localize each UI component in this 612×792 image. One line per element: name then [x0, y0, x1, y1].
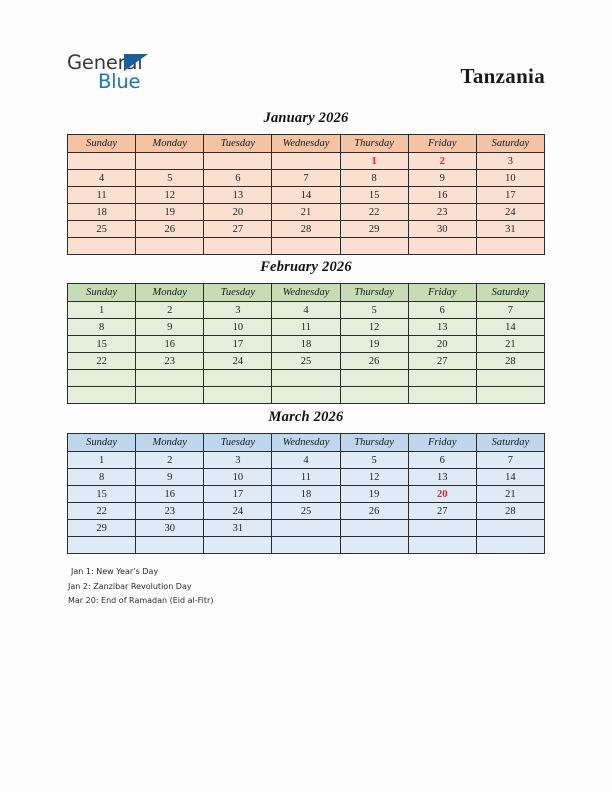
month-title: February 2026 — [260, 259, 352, 275]
calendar-day[interactable]: 30 — [408, 221, 476, 238]
calendar-day[interactable]: 10 — [204, 319, 272, 336]
weekday-header-thursday: Thursday — [340, 434, 408, 452]
calendar-day-empty — [476, 387, 544, 404]
calendar-day-empty — [68, 238, 136, 255]
calendar-day[interactable]: 22 — [68, 353, 136, 370]
weekday-header-monday: Monday — [136, 284, 204, 302]
weekday-header-friday: Friday — [408, 284, 476, 302]
calendar-day[interactable]: 17 — [204, 486, 272, 503]
calendar-day-empty — [204, 238, 272, 255]
calendar-day[interactable]: 24 — [204, 503, 272, 520]
calendar-day[interactable]: 25 — [68, 221, 136, 238]
calendar-day-empty — [272, 387, 340, 404]
calendar-day[interactable]: 27 — [204, 221, 272, 238]
weekday-header-sunday: Sunday — [68, 434, 136, 452]
month-title: January 2026 — [263, 110, 349, 126]
calendar-table — [67, 433, 545, 554]
calendar-day[interactable]: 27 — [408, 503, 476, 520]
calendar-day[interactable]: 14 — [476, 469, 544, 486]
calendar-day[interactable]: 24 — [204, 353, 272, 370]
calendar-day[interactable]: 17 — [204, 336, 272, 353]
calendar-day-empty — [340, 520, 408, 537]
calendar-day[interactable]: 8 — [68, 469, 136, 486]
calendar-day[interactable]: 31 — [476, 221, 544, 238]
calendar-day-empty — [340, 370, 408, 387]
calendar-week-row — [68, 469, 545, 486]
calendar-day[interactable]: 12 — [136, 187, 204, 204]
calendar-day-empty — [408, 370, 476, 387]
calendar-day[interactable]: 16 — [408, 187, 476, 204]
weekday-header-saturday: Saturday — [476, 434, 544, 452]
weekday-header-monday: Monday — [136, 434, 204, 452]
calendar-day-empty — [136, 153, 204, 170]
calendar-day[interactable]: 10 — [476, 170, 544, 187]
page-header — [0, 0, 612, 110]
calendar-week-row — [68, 302, 545, 319]
calendar-day[interactable]: 23 — [136, 353, 204, 370]
calendar-day[interactable]: 7 — [272, 170, 340, 187]
calendar-day[interactable]: 28 — [476, 353, 544, 370]
weekday-header-sunday: Sunday — [68, 284, 136, 302]
calendar-day[interactable]: 14 — [476, 319, 544, 336]
weekday-header-friday: Friday — [408, 135, 476, 153]
calendar-day-empty — [476, 370, 544, 387]
calendar-day[interactable]: 15 — [68, 486, 136, 503]
calendar-day[interactable]: 15 — [340, 187, 408, 204]
calendar-day[interactable]: 21 — [272, 204, 340, 221]
calendar-day-empty — [272, 537, 340, 554]
calendar-week-row — [68, 153, 545, 170]
calendar-day-empty — [204, 370, 272, 387]
calendar-day[interactable]: 6 — [408, 302, 476, 319]
logo-text-blue: Blue — [98, 70, 141, 93]
calendar-day[interactable]: 28 — [272, 221, 340, 238]
calendar-day[interactable]: 19 — [340, 336, 408, 353]
calendar-day[interactable]: 6 — [204, 170, 272, 187]
calendar-week-row — [68, 503, 545, 520]
calendar-week-row — [68, 170, 545, 187]
calendar-day[interactable]: 7 — [476, 302, 544, 319]
calendar-day[interactable]: 16 — [136, 486, 204, 503]
weekday-header-saturday: Saturday — [476, 135, 544, 153]
weekday-header-tuesday: Tuesday — [204, 284, 272, 302]
page-title: Tanzania — [460, 64, 545, 88]
calendar-table — [67, 134, 545, 255]
calendar-day[interactable]: 5 — [136, 170, 204, 187]
calendar-day[interactable]: 11 — [272, 469, 340, 486]
calendar-day[interactable]: 26 — [340, 353, 408, 370]
general-blue-logo — [67, 52, 237, 100]
calendar-day-empty — [204, 537, 272, 554]
calendar-day-empty — [340, 387, 408, 404]
calendar-day[interactable]: 20 — [408, 336, 476, 353]
calendar-week-row — [68, 238, 545, 255]
calendar-day[interactable]: 3 — [476, 153, 544, 170]
triangle-right-icon — [124, 54, 148, 71]
month-title: March 2026 — [268, 409, 344, 425]
weekday-header-row — [68, 434, 545, 452]
calendar-day[interactable]: 29 — [68, 520, 136, 537]
weekday-header-tuesday: Tuesday — [204, 135, 272, 153]
calendar-day[interactable]: 4 — [68, 170, 136, 187]
calendar-day-empty — [340, 537, 408, 554]
calendar-day-empty — [204, 153, 272, 170]
calendar-day[interactable]: 19 — [340, 486, 408, 503]
calendar-day[interactable]: 31 — [204, 520, 272, 537]
calendar-day-empty — [136, 370, 204, 387]
calendar-day[interactable]: 4 — [272, 302, 340, 319]
legend-item: Mar 20: End of Ramadan (Eid al-Fitr) — [68, 596, 214, 605]
weekday-header-wednesday: Wednesday — [272, 135, 340, 153]
calendar-day[interactable]: 5 — [340, 452, 408, 469]
calendar-week-row — [68, 452, 545, 469]
calendar-week-row — [68, 204, 545, 221]
calendar-day-empty — [408, 238, 476, 255]
calendar-day[interactable]: 28 — [476, 503, 544, 520]
calendar-day-empty — [204, 387, 272, 404]
calendar-day-empty — [68, 387, 136, 404]
calendar-day-empty — [68, 370, 136, 387]
calendar-day-empty — [136, 387, 204, 404]
calendar-week-row — [68, 221, 545, 238]
calendar-day-empty — [272, 520, 340, 537]
calendar-day[interactable]: 1 — [68, 452, 136, 469]
calendar-day-empty — [272, 238, 340, 255]
month-section-january — [67, 110, 545, 255]
calendar-week-row — [68, 486, 545, 503]
calendar-table — [67, 283, 545, 404]
calendar-day[interactable]: 20 — [204, 204, 272, 221]
calendar-day[interactable]: 11 — [272, 319, 340, 336]
calendar-day[interactable]: 12 — [340, 319, 408, 336]
calendar-day[interactable]: 29 — [340, 221, 408, 238]
calendar-day[interactable]: 1 — [68, 302, 136, 319]
calendar-week-row — [68, 187, 545, 204]
calendar-day[interactable]: 8 — [340, 170, 408, 187]
calendar-day[interactable]: 27 — [408, 353, 476, 370]
calendar-day[interactable]: 22 — [68, 503, 136, 520]
month-section-march — [67, 409, 545, 554]
calendar-day[interactable]: 23 — [408, 204, 476, 221]
calendar-day[interactable]: 25 — [272, 503, 340, 520]
calendar-day[interactable]: 21 — [476, 486, 544, 503]
calendar-week-row — [68, 370, 545, 387]
calendar-day-holiday[interactable]: 1 — [340, 153, 408, 170]
calendar-day[interactable]: 21 — [476, 336, 544, 353]
calendar-week-row — [68, 520, 545, 537]
calendar-day[interactable]: 30 — [136, 520, 204, 537]
month-section-february — [67, 259, 545, 404]
calendar-week-row — [68, 319, 545, 336]
legend-item: Jan 2: Zanzibar Revolution Day — [68, 581, 192, 591]
calendar-day[interactable]: 12 — [340, 469, 408, 486]
holiday-legend — [68, 565, 488, 609]
calendar-day-empty — [408, 537, 476, 554]
calendar-day[interactable]: 23 — [136, 503, 204, 520]
weekday-header-saturday: Saturday — [476, 284, 544, 302]
calendar-day[interactable]: 5 — [340, 302, 408, 319]
calendar-week-row — [68, 336, 545, 353]
calendar-week-row — [68, 537, 545, 554]
calendar-day[interactable]: 18 — [272, 336, 340, 353]
calendar-day[interactable]: 10 — [204, 469, 272, 486]
calendar-body — [68, 452, 545, 554]
weekday-header-wednesday: Wednesday — [272, 284, 340, 302]
calendar-day-empty — [476, 238, 544, 255]
calendar-day[interactable]: 19 — [136, 204, 204, 221]
weekday-header-sunday: Sunday — [68, 135, 136, 153]
calendar-day-empty — [68, 537, 136, 554]
calendar-week-row — [68, 387, 545, 404]
calendar-day[interactable]: 14 — [272, 187, 340, 204]
weekday-header-row — [68, 135, 545, 153]
calendar-day[interactable]: 18 — [272, 486, 340, 503]
calendar-day[interactable]: 16 — [136, 336, 204, 353]
calendar-day-empty — [476, 520, 544, 537]
calendar-day[interactable]: 26 — [340, 503, 408, 520]
calendar-day-empty — [136, 537, 204, 554]
calendar-day-empty — [408, 520, 476, 537]
calendar-day[interactable]: 2 — [136, 452, 204, 469]
weekday-header-tuesday: Tuesday — [204, 434, 272, 452]
weekday-header-monday: Monday — [136, 135, 204, 153]
calendar-day[interactable]: 26 — [136, 221, 204, 238]
calendar-day[interactable]: 3 — [204, 302, 272, 319]
calendar-day-empty — [68, 153, 136, 170]
calendar-day-holiday[interactable]: 2 — [408, 153, 476, 170]
calendar-day[interactable]: 22 — [340, 204, 408, 221]
weekday-header-thursday: Thursday — [340, 284, 408, 302]
calendar-day[interactable]: 18 — [68, 204, 136, 221]
calendar-day[interactable]: 9 — [408, 170, 476, 187]
calendar-day[interactable]: 7 — [476, 452, 544, 469]
weekday-header-thursday: Thursday — [340, 135, 408, 153]
calendar-day[interactable]: 13 — [408, 469, 476, 486]
calendar-day[interactable]: 9 — [136, 319, 204, 336]
weekday-header-row — [68, 284, 545, 302]
calendar-day[interactable]: 15 — [68, 336, 136, 353]
calendar-week-row — [68, 353, 545, 370]
calendar-day-empty — [408, 387, 476, 404]
calendar-day-empty — [136, 238, 204, 255]
logo-text-general: General — [67, 51, 143, 74]
legend-item: Jan 1: New Year’s Day — [71, 567, 159, 576]
calendar-day-empty — [340, 238, 408, 255]
calendar-day-empty — [272, 370, 340, 387]
weekday-header-wednesday: Wednesday — [272, 434, 340, 452]
calendar-day[interactable]: 2 — [136, 302, 204, 319]
calendar-day[interactable]: 4 — [272, 452, 340, 469]
calendar-day-holiday[interactable]: 20 — [408, 486, 476, 503]
calendar-day[interactable]: 24 — [476, 204, 544, 221]
calendar-day[interactable]: 6 — [408, 452, 476, 469]
calendar-body — [68, 153, 545, 255]
weekday-header-friday: Friday — [408, 434, 476, 452]
calendar-day[interactable]: 13 — [204, 187, 272, 204]
calendar-day-empty — [476, 537, 544, 554]
calendar-day[interactable]: 3 — [204, 452, 272, 469]
calendar-day[interactable]: 9 — [136, 469, 204, 486]
calendar-day[interactable]: 25 — [272, 353, 340, 370]
calendar-day[interactable]: 11 — [68, 187, 136, 204]
calendar-day[interactable]: 8 — [68, 319, 136, 336]
calendar-body — [68, 302, 545, 404]
calendar-day[interactable]: 17 — [476, 187, 544, 204]
calendar-day-empty — [272, 153, 340, 170]
calendar-day[interactable]: 13 — [408, 319, 476, 336]
